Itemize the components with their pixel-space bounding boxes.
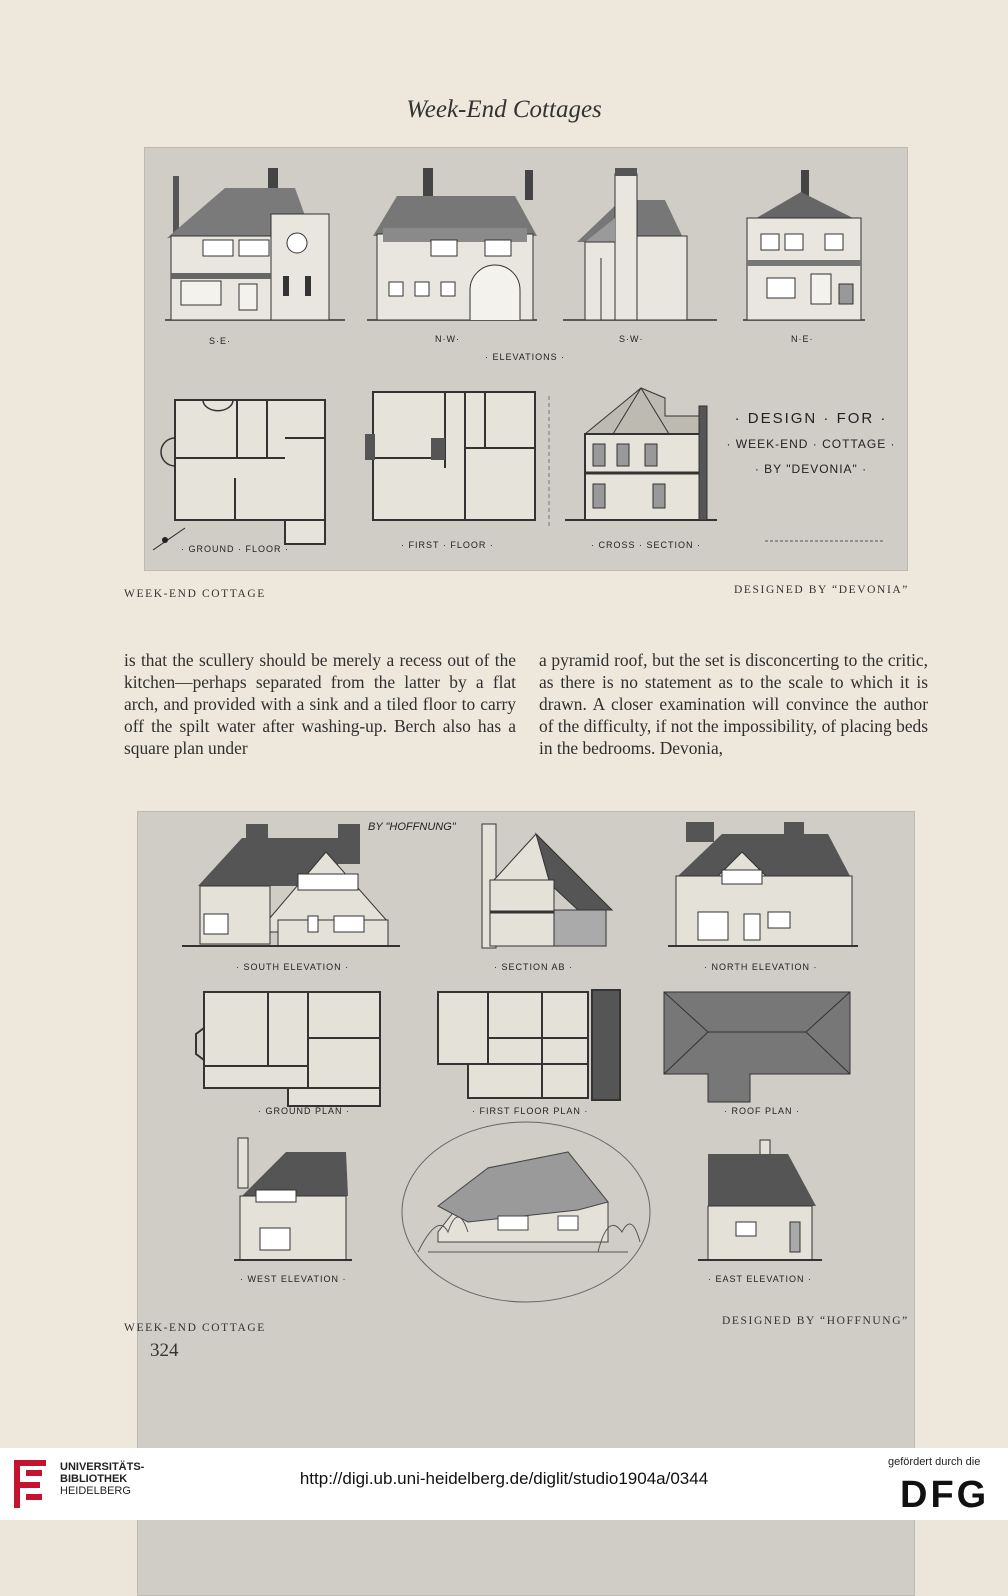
sw-elevation-drawing [525, 168, 687, 320]
first-floor-plan-drawing-hoffnung [438, 990, 620, 1100]
south-elevation-drawing [182, 824, 400, 946]
west-elevation-label: · WEST ELEVATION · [240, 1274, 347, 1284]
section-ab-drawing [482, 824, 612, 948]
elevation-label-sw: S·W· [619, 334, 644, 344]
se-elevation-drawing [167, 168, 329, 320]
first-floor-label: · FIRST · FLOOR · [401, 540, 494, 550]
ne-elevation-drawing [747, 170, 861, 320]
funded-by-text: gefördert durch die [888, 1456, 981, 1468]
library-name-line-2: BIBLIOTHEK [60, 1473, 128, 1485]
devonia-plate-illustration [144, 147, 908, 571]
article-column-2: a pyramid roof, but the set is disconcerting to the critic, as there is no statement as to the scale to which it is drawn. A closer examination will convince the author of the difficulty, if not the impossibility, of placing beds in the bedrooms. Devonia, [539, 650, 928, 758]
page-number: 324 [150, 1340, 179, 1361]
dfg-logo: DFG [900, 1474, 990, 1516]
ground-floor-plan-drawing [161, 400, 325, 544]
south-elevation-label: · SOUTH ELEVATION · [236, 962, 350, 972]
caption-1-left: WEEK-END COTTAGE [124, 588, 266, 600]
ground-plan-label: · GROUND PLAN · [258, 1106, 351, 1116]
caption-2-left: WEEK-END COTTAGE [124, 1322, 266, 1334]
article-column-1: is that the scullery should be merely a recess out of the kitchen—perhaps separated from the latter by a flat arch, and provided with a sink and a tiled floor to carry off the spilt water after washing-up. Berch also has a square plan under [124, 650, 516, 758]
ground-floor-label: · GROUND · FLOOR · [181, 544, 289, 554]
nw-elevation-drawing [373, 168, 537, 320]
first-floor-plan-drawing [365, 392, 535, 520]
elevations-caption: · ELEVATIONS · [485, 352, 566, 362]
elevation-label-se: S·E· [209, 336, 231, 346]
cross-section-drawing [565, 388, 717, 520]
east-elevation-label: · EAST ELEVATION · [708, 1274, 813, 1284]
design-title-line-2: · WEEK-END · COTTAGE · [726, 437, 896, 451]
north-elevation-label: · NORTH ELEVATION · [704, 962, 818, 972]
design-title-line-1: · DESIGN · FOR · [734, 410, 888, 427]
caption-1-right: DESIGNED BY “DEVONIA” [734, 584, 909, 596]
east-elevation-drawing [698, 1140, 822, 1260]
roof-plan-label: · ROOF PLAN · [724, 1106, 801, 1116]
perspective-vignette-drawing [402, 1122, 650, 1302]
elevation-label-ne: N·E· [791, 334, 814, 344]
running-title: Week-End Cottages [406, 96, 602, 123]
west-elevation-drawing [234, 1138, 352, 1260]
design-title-line-3: · BY "DEVONIA" · [754, 462, 868, 476]
first-floor-plan-label: · FIRST FLOOR PLAN · [472, 1106, 589, 1116]
north-elevation-drawing [668, 822, 858, 946]
ground-plan-drawing [196, 992, 380, 1106]
section-ab-label: · SECTION AB · [494, 962, 574, 972]
library-name-line-3: HEIDELBERG [60, 1485, 131, 1497]
cross-section-label: · CROSS · SECTION · [591, 540, 702, 550]
caption-2-right: DESIGNED BY “HOFFNUNG” [722, 1315, 909, 1327]
hoffnung-by-label: BY "HOFFNUNG" [368, 821, 456, 833]
library-name-line-1: UNIVERSITÄTS- [60, 1461, 145, 1473]
permalink-url[interactable]: http://digi.ub.uni-heidelberg.de/diglit/studio1904a/0344 [299, 1469, 709, 1488]
elevation-label-nw: N·W· [435, 334, 460, 344]
roof-plan-drawing [664, 992, 850, 1102]
